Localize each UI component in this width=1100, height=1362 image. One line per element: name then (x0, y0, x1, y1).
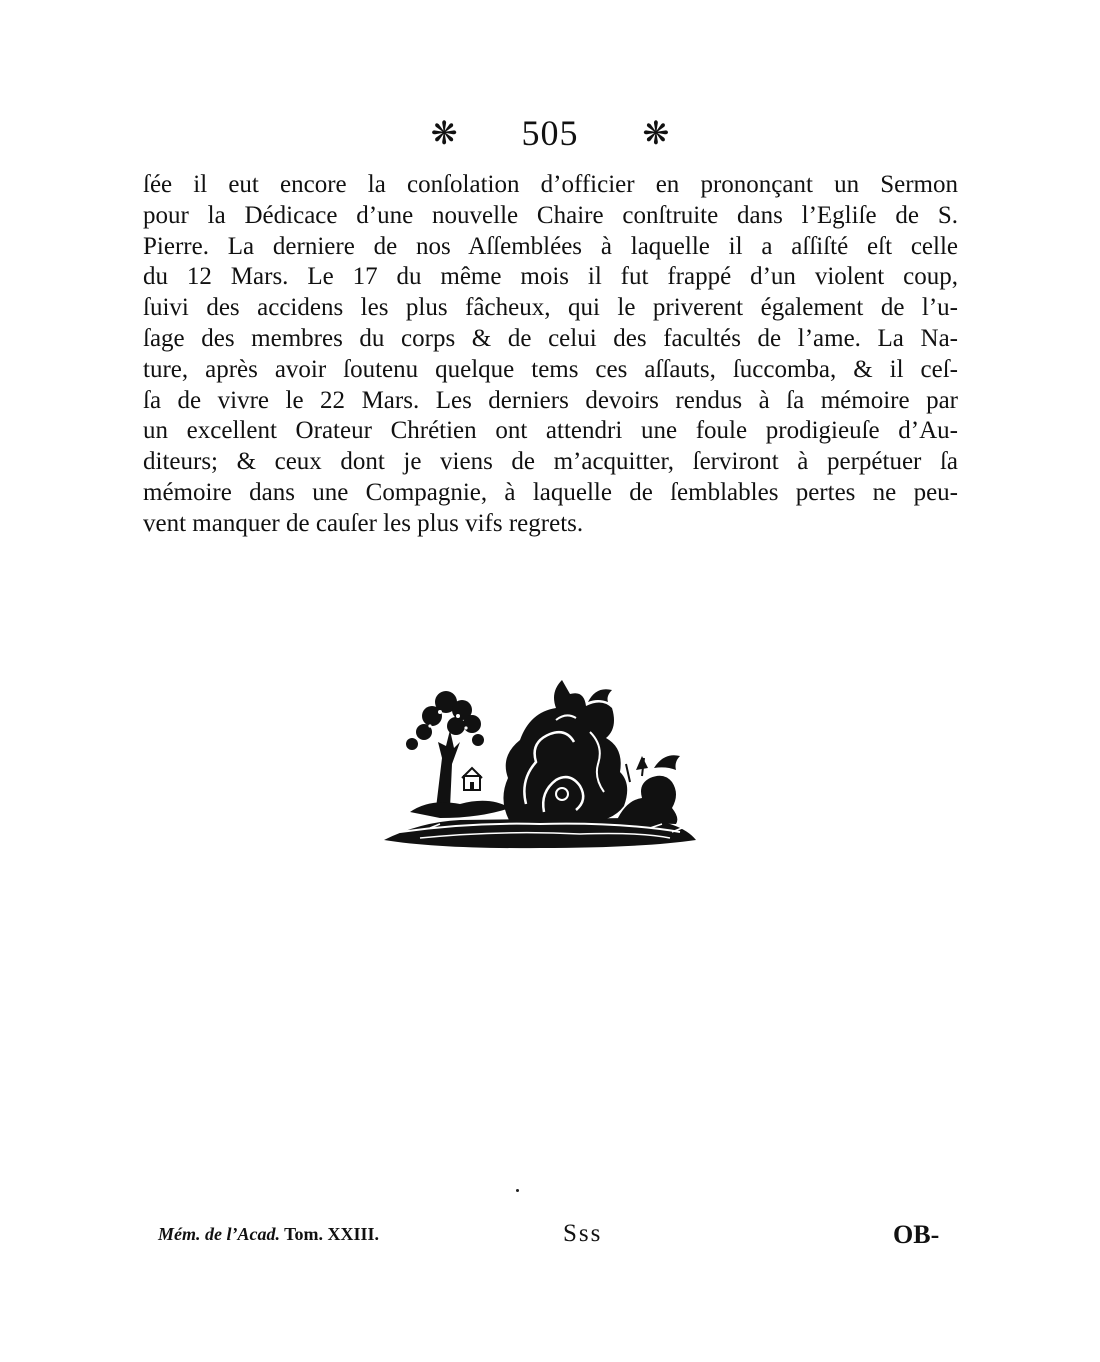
floral-ornament-right-icon: ❋ (642, 115, 670, 151)
landscape-vignette-icon (380, 672, 700, 854)
body-text (143, 170, 958, 540)
volume-reference (158, 1224, 379, 1245)
text-line: ſage des membres du corps & de celui des facultés de l’ame. La Na- (143, 324, 958, 352)
ink-speck (516, 1189, 519, 1192)
text-line: ſée il eut encore la conſolation d’officier en prononçant un Sermon (143, 171, 958, 198)
text-line: ture, après avoir ſoutenu quelque tems ces aſſauts, ſuccomba, & il ceſ- (143, 355, 958, 383)
text-line: ſuivi des accidens les plus fâcheux, qui le priverent également de l’u- (143, 294, 958, 322)
page-footer (0, 1220, 1100, 1256)
text-line: pour la Dédicace d’une nouvelle Chaire conſtruite dans l’Egliſe de S. (143, 201, 958, 229)
signature-mark: Sss (563, 1220, 603, 1247)
text-line: du 12 Mars. Le 17 du même mois il fut frappé d’un violent coup, (143, 263, 958, 291)
page-number: 505 (521, 113, 579, 153)
text-line: ſa de vivre le 22 Mars. Les derniers devoirs rendus à ſa mémoire par (143, 386, 958, 414)
volume-number: Tom. XXIII. (284, 1224, 380, 1244)
text-line: Pierre. La derniere de nos Aſſemblées à laquelle il a aſſiſté eſt celle (143, 232, 958, 260)
text-line: un excellent Orateur Chrétien ont attendri une foule prodigieuſe d’Au- (143, 417, 958, 445)
page-header (0, 108, 1100, 158)
text-line: vent manquer de cauſer les plus vifs regrets. (143, 509, 584, 537)
journal-abbrev: Mém. de l’Acad. (158, 1224, 280, 1244)
text-line: mémoire dans une Compagnie, à laquelle de ſemblables pertes ne peu- (143, 478, 958, 506)
floral-ornament-left-icon: ❋ (430, 115, 458, 151)
text-line: diteurs; & ceux dont je viens de m’acquitter, ſerviront à perpétuer ſa (143, 448, 958, 476)
catchword: OB- (893, 1220, 940, 1249)
